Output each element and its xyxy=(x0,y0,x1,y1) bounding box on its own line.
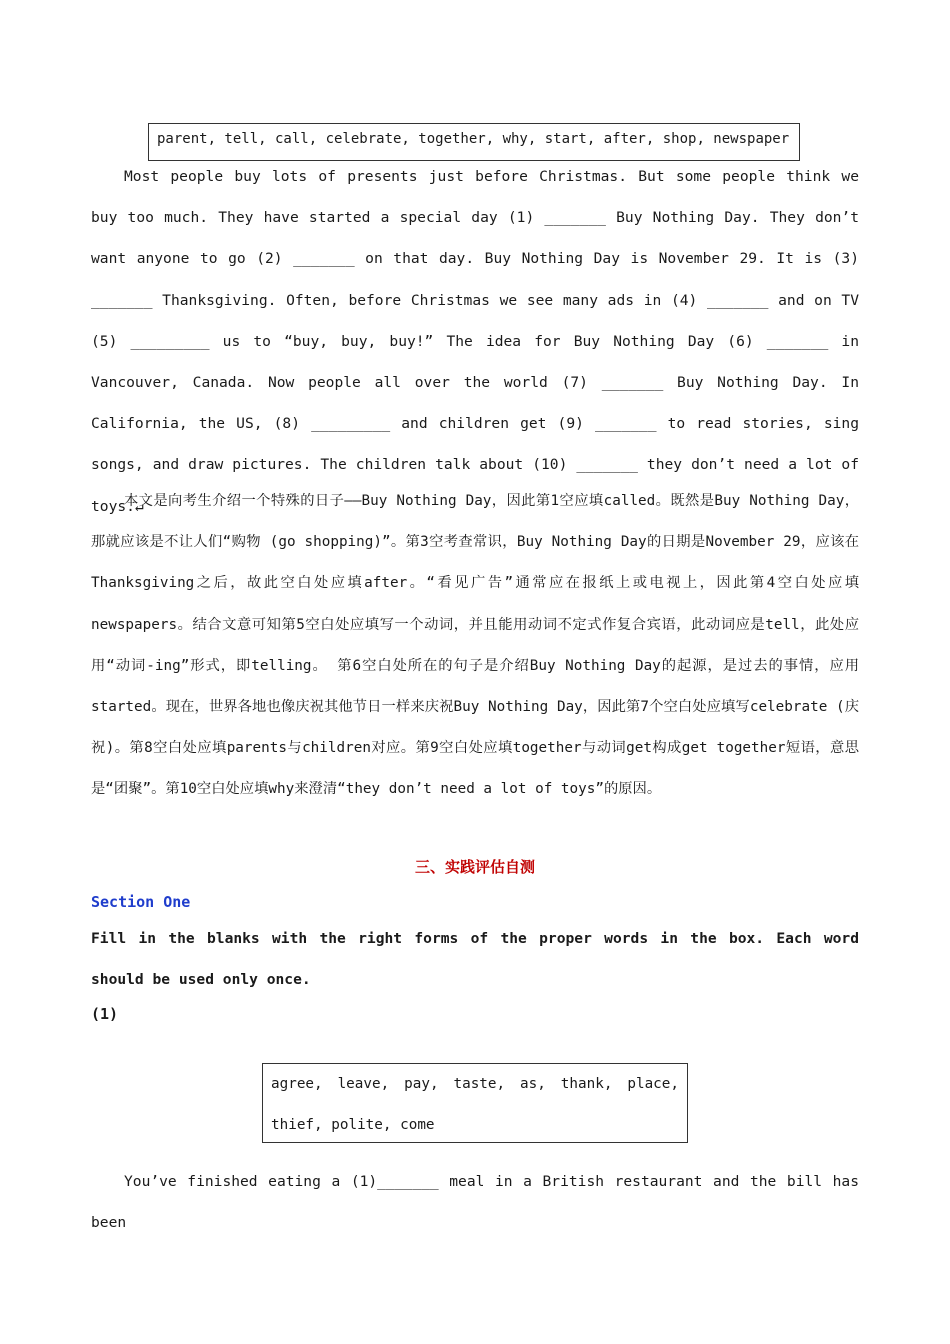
answer-explanation: 本文是向考生介绍一个特殊的日子——Buy Nothing Day，因此第1空应填called。既然是Buy Nothing Day，那就应该是不让人们“购物 (go shopping)”。第3空考查常识，Buy Nothing Day的日期是November 29，应该在Thanksgiving之后，故此空白处应填after。“看见广告”通常应在报纸上或电视上，因此第4空白处应填newspapers。结合文意可知第5空白处应填写一个动词，并且能用动词不定式作复合宾语，此动词应是tell，此处应用“动词-ing”形式，即telling。 第6空白处所在的句子是介绍Buy Nothing Day的起源，是过去的事情，应用started。现在，世界各地也像庆祝其他节日一样来庆祝Buy Nothing Day，因此第7个空白处应填写celebrate (庆祝)。第8空白处应填parents与children对应。第9空白处应填together与动词get构成get together短语，意思是“团聚”。第10空白处应填why来澄清“they don’t need a lot of toys”的原因。 xyxy=(91,493,859,798)
section-one-title: Section One xyxy=(91,893,191,911)
word-box-2 xyxy=(262,1063,688,1143)
section-heading: 三、实践评估自测 xyxy=(414,858,535,876)
word-box-1-text: parent, tell, call, celebrate, together, why, start, after, shop, newspaper xyxy=(157,131,790,147)
word-box-2-text: agree, leave, pay, taste, as, thank, place, thief, polite, come xyxy=(271,1076,679,1133)
item-number: (1) xyxy=(91,1005,119,1023)
instruction-text: Fill in the blanks with the right forms of the proper words in the box. Each word should be used only once. xyxy=(91,930,859,989)
passage-restaurant: You’ve finished eating a (1)_______ meal in a British restaurant and the bill has been xyxy=(91,1173,859,1232)
passage-buy-nothing-day: Most people buy lots of presents just before Christmas. But some people think we buy too much. They have started a special day (1) _______ Buy Nothing Day. They don’t want anyone to go (2) _______ on that day. Buy Nothing Day is November 29. It is (3) _______ Thanksgiving. Often, before Christmas we see many ads in (4) _______ and on TV (5) _________ us to “buy, buy, buy!” The idea for Buy Nothing Day (6) _______ in Vancouver, Canada. Now people all over the world (7) _______ Buy Nothing Day. In California, the US, (8) _________ and children get (9) _______ to read stories, sing songs, and draw pictures. The children talk about (10) _______ they don’t need a lot of toys.↵ xyxy=(91,168,859,515)
